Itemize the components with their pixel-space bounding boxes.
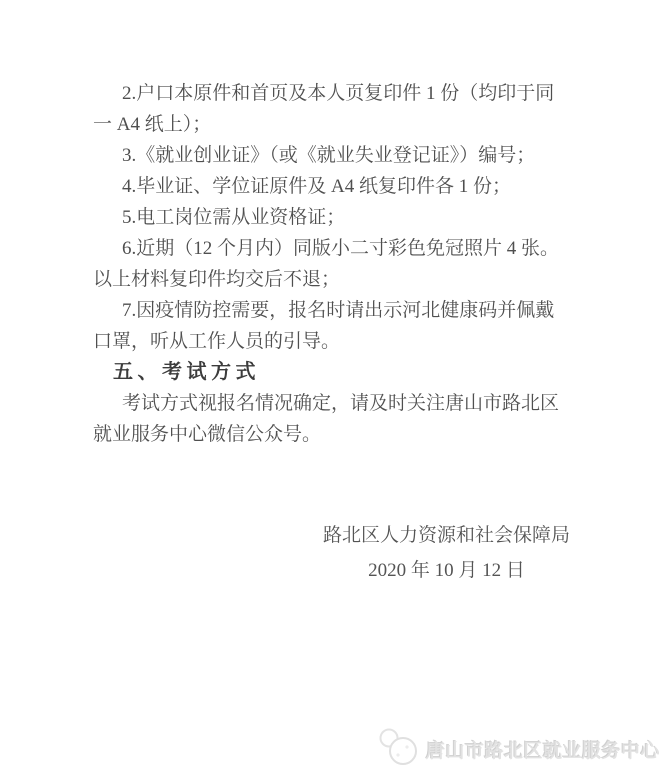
body-paragraph-item-3: 3.《就业创业证》（或《就业失业登记证》）编号； — [122, 145, 536, 166]
employment-center-logo-icon — [377, 727, 421, 771]
signature-date: 2020 年 10 月 12 日 — [368, 560, 525, 581]
signature-block — [323, 518, 570, 588]
body-paragraph-item-5: 5.电工岗位需从业资格证； — [122, 207, 346, 228]
section-heading-exam-method: 五、考试方式 — [113, 361, 260, 383]
document-body — [93, 78, 570, 588]
footer-watermark — [377, 727, 660, 771]
signature-issuer: 路北区人力资源和社会保障局 — [322, 525, 570, 546]
section-paragraph-exam-method: 考试方式视报名情况确定，请及时关注唐山市路北区就业服务中心微信公众号。 — [93, 393, 560, 445]
body-paragraph-item-2: 2.户口本原件和首页及本人页复印件 1 份（均印于同一 A4 纸上）； — [93, 83, 555, 135]
body-paragraph-item-6: 6.近期（12 个月内）同版小二寸彩色免冠照片 4 张。以上材料复印件均交后不退； — [93, 238, 560, 290]
footer-watermark-text: 唐山市路北区就业服务中心 — [425, 740, 660, 762]
body-paragraph-item-7: 7.因疫情防控需要，报名时请出示河北健康码并佩戴口罩，听从工作人员的引导。 — [93, 300, 555, 352]
body-paragraph-item-4: 4.毕业证、学位证原件及 A4 纸复印件各 1 份； — [122, 176, 511, 197]
